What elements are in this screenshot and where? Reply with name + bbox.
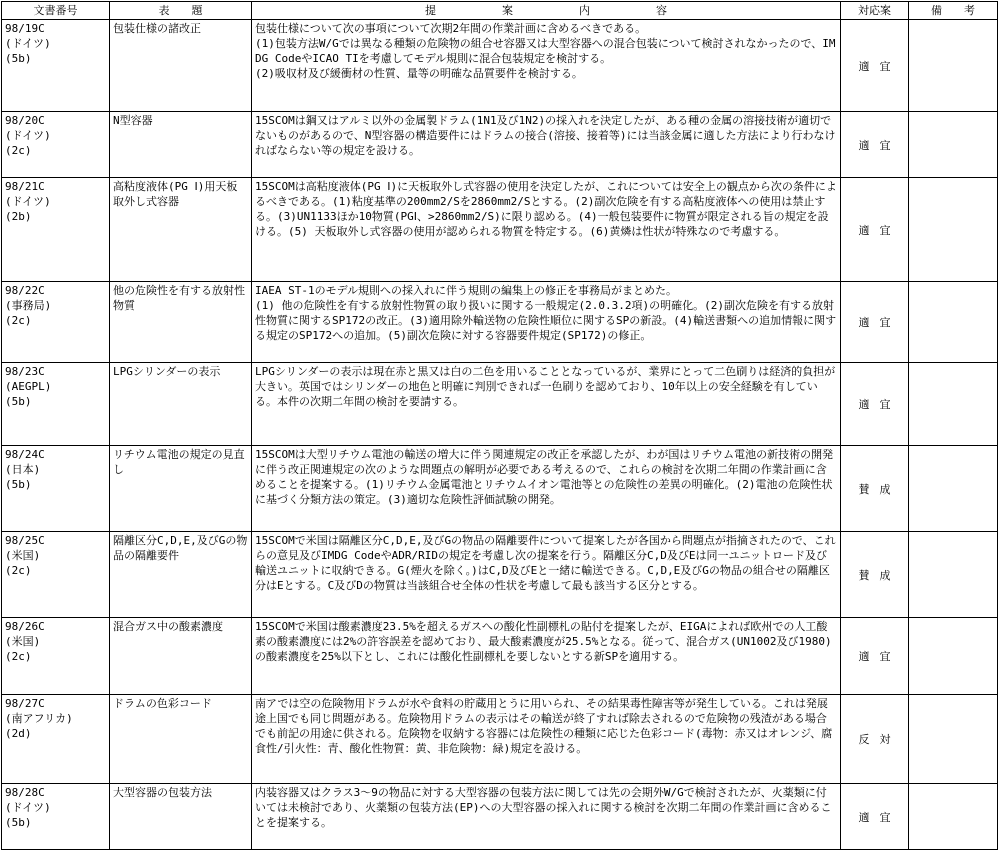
response-cell: 適宜 [841, 282, 909, 363]
header-row [2, 2, 998, 20]
table-row [2, 784, 998, 850]
proposal-paragraph: 15SCOMで米国は酸素濃度23.5%を超えるガスへの酸化性副標札の貼付を提案したが、EIGAによれば欧州での人工酸素の酸素濃度には2%の許容誤差を認めており、最大酸素濃度が25.5%となる。従って、混合ガス(UN1002及び1980)の酸素濃度を25%以下とし、これには酸化性副標札を要しないとする新SPを適用する。 [255, 620, 832, 663]
table-row [2, 363, 998, 446]
doc-number-cell [2, 618, 110, 695]
title-cell: 混合ガス中の酸素濃度 [110, 618, 252, 695]
proposal-content-cell [252, 178, 841, 282]
doc-number-line: (5b) [5, 395, 32, 408]
table-row [2, 112, 998, 178]
proposal-content-cell [252, 282, 841, 363]
doc-number-line: 98/19C [5, 22, 45, 35]
proposal-paragraph: (1) 他の危険性を有する放射性物質の取り扱いに関する一般規定(2.0.3.2項)の明確化。(2)副次危険を有する放射性物質に関するSP172の改正。(3)適用除外輸送物の危険性順位に関するSPの新設。(4)輸送書類への追加情報に関する規定のSP172への追加。(5)副次危険に対する容器要件規定(SP172)の修正。 [255, 299, 837, 342]
title-cell: 隔離区分C,D,E,及びGの物品の隔離要件 [110, 532, 252, 618]
table-row [2, 178, 998, 282]
proposal-paragraph: 内装容器又はクラス3～9の物品に対する大型容器の包装方法に関しては先の会期外W/Gで検討されたが、火薬類に付いては未検討であり、火薬類の包装方法(EP)への大型容器の採入れに関する検討を次期二年間の作業計画に含めることを提案する。 [255, 786, 832, 829]
proposal-paragraph: 15SCOMは鋼又はアルミ以外の金属製ドラム(1N1及び1N2)の採入れを決定したが、ある種の金属の溶接技術が適切でないものがあるので、N型容器の構造要件にはドラムの接合(溶接、接着等)には当該金属に適した方法により行わなければならない等の規定を設ける。 [255, 114, 836, 157]
doc-number-line: 98/21C [5, 180, 45, 193]
remarks-cell [909, 784, 998, 850]
response-cell: 反対 [841, 695, 909, 784]
doc-number-cell [2, 20, 110, 112]
response-cell: 適宜 [841, 363, 909, 446]
doc-number-cell [2, 282, 110, 363]
response-cell: 適宜 [841, 20, 909, 112]
doc-number-line: (南アフリカ) [5, 712, 73, 725]
proposal-content-cell [252, 363, 841, 446]
doc-number-line: (米国) [5, 549, 41, 562]
doc-number-cell [2, 112, 110, 178]
title-cell: LPGシリンダーの表示 [110, 363, 252, 446]
table-body [2, 20, 998, 850]
title-cell: N型容器 [110, 112, 252, 178]
doc-number-line: (2c) [5, 144, 32, 157]
title-cell: リチウム電池の規定の見直し [110, 446, 252, 532]
proposal-table [1, 1, 998, 850]
response-cell: 賛成 [841, 532, 909, 618]
doc-number-line: (AEGPL) [5, 380, 52, 393]
doc-number-line: (5b) [5, 52, 32, 65]
table-row [2, 20, 998, 112]
proposal-paragraph: IAEA ST-1のモデル規則への採入れに伴う規則の編集上の修正を事務局がまとめた。 [255, 284, 678, 297]
doc-number-line: (2c) [5, 564, 32, 577]
remarks-cell [909, 695, 998, 784]
remarks-cell [909, 282, 998, 363]
doc-number-line: (日本) [5, 463, 41, 476]
table-row [2, 695, 998, 784]
doc-number-line: 98/23C [5, 365, 45, 378]
doc-number-line: 98/25C [5, 534, 45, 547]
proposal-content-cell [252, 784, 841, 850]
header-title: 表 題 [110, 2, 252, 20]
doc-number-line: (ドイツ) [5, 195, 51, 208]
header-remarks: 備 考 [909, 2, 998, 20]
doc-number-line: 98/28C [5, 786, 45, 799]
doc-number-line: (事務局) [5, 299, 52, 312]
doc-number-cell [2, 363, 110, 446]
doc-number-line: (2c) [5, 650, 32, 663]
proposal-paragraph: LPGシリンダーの表示は現在赤と黒又は白の二色を用いることとなっているが、業界にとって二色刷りは経済的負担が大きい。英国ではシリンダーの地色と明確に判別できれば一色刷りを認めており、10年以上の安全経験を有している。本件の次期二年間の検討を要請する。 [255, 365, 836, 408]
proposal-paragraph: 包装仕様について次の事項について次期2年間の作業計画に含めるべきである。 [255, 22, 647, 35]
remarks-cell [909, 20, 998, 112]
doc-number-cell [2, 178, 110, 282]
proposal-paragraph: (2)吸収材及び緩衝材の性質、量等の明確な品質要件を検討する。 [255, 67, 583, 80]
doc-number-line: (ドイツ) [5, 129, 51, 142]
doc-number-cell [2, 532, 110, 618]
doc-number-line: 98/20C [5, 114, 45, 127]
response-cell: 適宜 [841, 112, 909, 178]
proposal-content-cell [252, 112, 841, 178]
doc-number-line: (2d) [5, 727, 32, 740]
remarks-cell [909, 446, 998, 532]
doc-number-line: (2b) [5, 210, 32, 223]
response-cell: 適宜 [841, 784, 909, 850]
table-row [2, 446, 998, 532]
remarks-cell [909, 112, 998, 178]
doc-number-cell [2, 446, 110, 532]
doc-number-line: 98/27C [5, 697, 45, 710]
title-cell: ドラムの色彩コード [110, 695, 252, 784]
table-row [2, 532, 998, 618]
header-doc-no: 文書番号 [2, 2, 110, 20]
doc-number-line: (米国) [5, 635, 41, 648]
doc-number-cell [2, 784, 110, 850]
proposal-paragraph: 15SCOMは高粘度液体(PG Ⅰ)に天板取外し式容器の使用を決定したが、これについては安全上の観点から次の条件によるべきである。(1)粘度基準の200mm2/Sを2860mm2/Sとする。(2)副次危険を有する高粘度液体への使用は禁止する。(3)UN1133ほか10物質(PGⅠ、>2860mm2/S)に限り認める。(4)一般包装要件に物質が限定される旨の規定を設ける。(5) 天板取外し式容器の使用が認められる物質を特定する。(6)黄燐は性状が特殊なので考慮する。 [255, 180, 837, 238]
doc-number-line: (ドイツ) [5, 801, 51, 814]
title-cell: 大型容器の包装方法 [110, 784, 252, 850]
title-cell: 包装仕様の諸改正 [110, 20, 252, 112]
remarks-cell [909, 618, 998, 695]
table-row [2, 282, 998, 363]
remarks-cell [909, 363, 998, 446]
doc-number-line: (5b) [5, 816, 32, 829]
proposal-content-cell [252, 532, 841, 618]
proposal-content-cell [252, 618, 841, 695]
doc-number-line: 98/24C [5, 448, 45, 461]
doc-number-line: (ドイツ) [5, 37, 51, 50]
proposal-content-cell [252, 20, 841, 112]
doc-number-line: (5b) [5, 478, 32, 491]
doc-number-line: (2c) [5, 314, 32, 327]
proposal-paragraph: 15SCOMで米国は隔離区分C,D,E,及びGの物品の隔離要件について提案したが各国から問題点が指摘されたので、これらの意見及びIMDG CodeやADR/RIDの規定を考慮し次の提案を行う。隔離区分C,D及びEは同一ユニットロード及び輸送ユニットに収納できる。G(煙火を除く。)はC,D及びEと一緒に輸送できる。C,D,E及びGの物品の組合せの隔離区分はEとする。C及びDの物質は当該組合せ全体の性状を考慮して最も該当する区分とする。 [255, 534, 836, 592]
title-cell: 高粘度液体(PG Ⅰ)用天板取外し式容器 [110, 178, 252, 282]
header-proposal: 提 案 内 容 [252, 2, 841, 20]
proposal-paragraph: 南アでは空の危険物用ドラムが水や食料の貯蔵用とうに用いられ、その結果毒性障害等が発生している。これは発展途上国でも同じ問題がある。危険物用ドラムの表示はその輸送が終了すれば除去されるので危険物の残渣がある場合でも前記の用途に供される。危険物を収納する容器には危険性の種類に応じた色彩コード(毒物：赤又はオレンジ、腐食性/引火性：青、酸化性物質：黄、非危険物：緑)規定を設ける。 [255, 697, 833, 755]
proposal-content-cell [252, 446, 841, 532]
doc-number-line: 98/22C [5, 284, 45, 297]
title-cell: 他の危険性を有する放射性物質 [110, 282, 252, 363]
remarks-cell [909, 178, 998, 282]
remarks-cell [909, 532, 998, 618]
proposal-content-cell [252, 695, 841, 784]
response-cell: 適宜 [841, 178, 909, 282]
response-cell: 適宜 [841, 618, 909, 695]
table-row [2, 618, 998, 695]
header-response: 対応案 [841, 2, 909, 20]
response-cell: 賛成 [841, 446, 909, 532]
doc-number-cell [2, 695, 110, 784]
proposal-paragraph: (1)包装方法W/Gでは異なる種類の危険物の組合せ容器又は大型容器への混合包装について検討されなかったので、IMDG CodeやICAO TIを考慮してモデル規則に混合包装規定を検討する。 [255, 37, 836, 65]
proposal-paragraph: 15SCOMは大型リチウム電池の輸送の増大に伴う関連規定の改正を承認したが、わが国はリチウム電池の新技術の開発に伴う改正関連規定の次のような問題点の解明が必要である考えるので、これらの検討を次期二年間の作業計画に含めることを提案する。(1)リチウム金属電池とリチウムイオン電池等との危険性の差異の明確化。(2)電池の危険性状に基づく分類方法の策定。(3)適切な危険性評価試験の開発。 [255, 448, 834, 506]
doc-number-line: 98/26C [5, 620, 45, 633]
